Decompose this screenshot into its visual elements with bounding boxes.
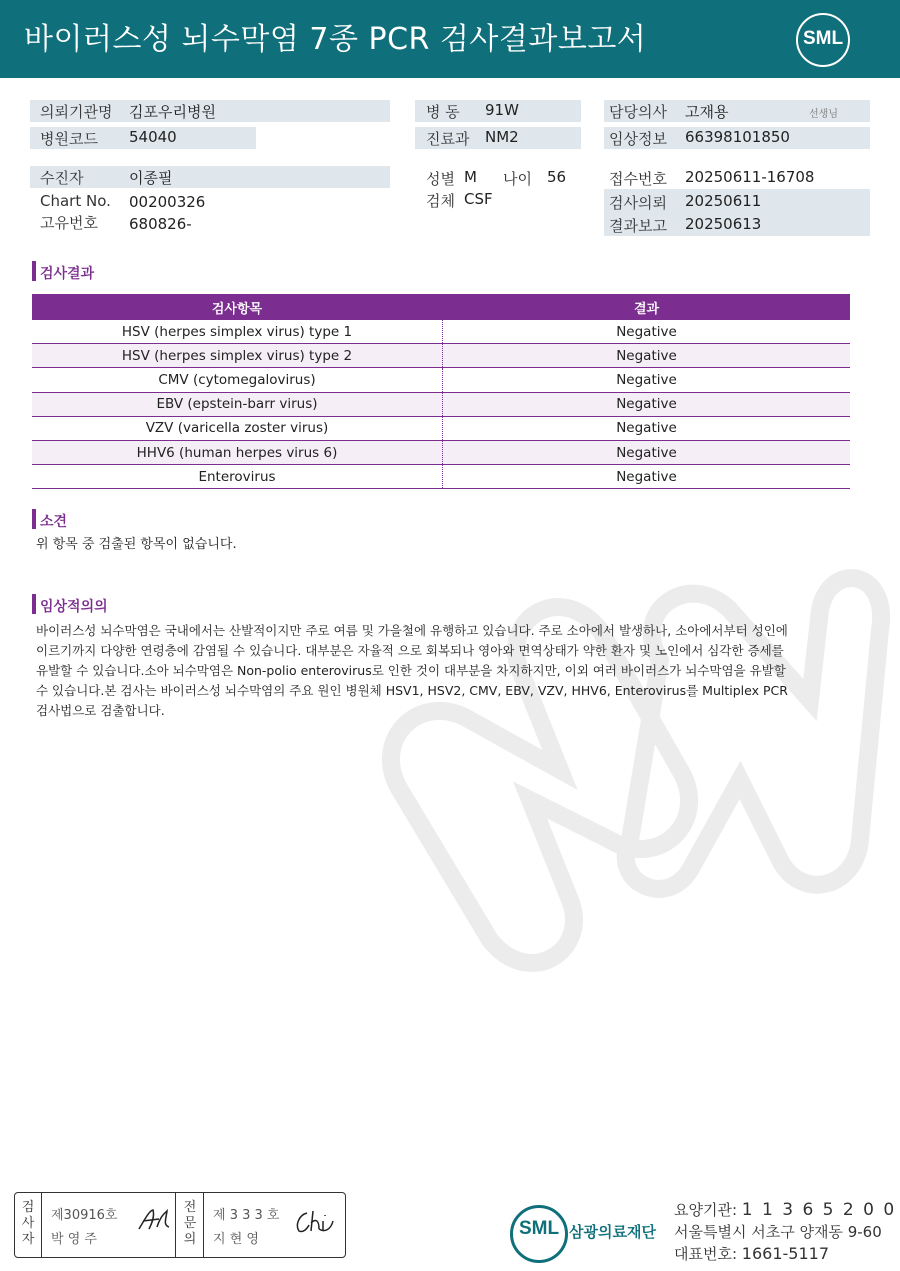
specimen-label: 검체 — [426, 192, 455, 210]
test-result: Negative — [443, 368, 851, 392]
footer-code-value: 1 1 3 6 5 2 0 0 — [741, 1200, 897, 1220]
divider — [175, 1193, 176, 1257]
test-item: VZV (varicella zoster virus) — [32, 416, 443, 440]
clinical-significance-title: 임상적의의 — [40, 599, 108, 615]
test-result: Negative — [443, 392, 851, 416]
report-label: 결과보고 — [609, 217, 667, 235]
findings-section-marker — [32, 509, 36, 529]
ward-value: 91W — [485, 101, 519, 119]
footer-logo-text: SML — [518, 1218, 560, 1239]
examiner-name: 박 영 주 — [51, 1232, 97, 1247]
signature-box — [14, 1192, 346, 1258]
results-section-marker — [32, 261, 36, 281]
age-value: 56 — [547, 168, 567, 186]
significance-line: 이르기까지 다양한 연령층에 감염될 수 있습니다. 대부분은 자율적 으로 회복되나 영아와 면역상태가 약한 환자 및 노인에서 심각한 증세를 — [36, 643, 784, 658]
clinical-info-label: 임상정보 — [609, 130, 667, 148]
institution-value: 김포우리병원 — [129, 103, 216, 121]
footer-code-label: 요양기관: — [674, 1201, 738, 1219]
watermark-icon — [360, 540, 890, 1010]
doctor-label: 담당의사 — [609, 103, 667, 121]
doctor-value: 고재용 — [685, 103, 729, 121]
results-table — [32, 294, 850, 489]
test-result: Negative — [443, 440, 851, 464]
test-item: HSV (herpes simplex virus) type 1 — [32, 320, 443, 344]
test-result: Negative — [443, 320, 851, 344]
significance-line: 바이러스성 뇌수막염은 국내에서는 산발적이지만 주로 여름 및 가을철에 유행하고 있습니다. 주로 소아에서 발생하나, 소아에서부터 성인에 — [36, 623, 788, 638]
findings-text: 위 항목 중 검출된 항목이 없습니다. — [36, 537, 237, 552]
header-logo-text: SML — [802, 28, 844, 49]
receipt-value: 20250611-16708 — [685, 168, 815, 186]
table-row — [32, 368, 850, 392]
report-header — [0, 0, 900, 78]
doctor-suffix: 선생님 — [809, 109, 838, 120]
test-item: EBV (epstein-barr virus) — [32, 392, 443, 416]
examiner-number: 제30916호 — [51, 1208, 118, 1223]
ward-label: 병 동 — [426, 103, 460, 121]
clinical-significance-marker — [32, 594, 36, 614]
footer-code-line — [674, 1199, 896, 1220]
sex-label: 성별 — [426, 170, 455, 188]
footer-phone-line — [674, 1243, 829, 1264]
test-item: Enterovirus — [32, 465, 443, 489]
column-header-result: 결과 — [443, 294, 851, 320]
test-item: CMV (cytomegalovirus) — [32, 368, 443, 392]
test-item: HSV (herpes simplex virus) type 2 — [32, 344, 443, 368]
institution-label: 의뢰기관명 — [40, 103, 113, 121]
hospital-code-label: 병원코드 — [40, 130, 98, 148]
specimen-value: CSF — [464, 190, 493, 208]
divider — [41, 1193, 42, 1257]
table-row — [32, 392, 850, 416]
test-result: Negative — [443, 416, 851, 440]
divider — [203, 1193, 204, 1257]
id-value: 680826- — [129, 215, 192, 233]
table-row — [32, 344, 850, 368]
significance-line: 수 있습니다.본 검사는 바이러스성 뇌수막염의 주요 원인 병원체 HSV1, HSV2, CMV, EBV, VZV, HHV6, Enterovirus를 Multiplex PCR — [36, 683, 788, 698]
age-label: 나이 — [503, 170, 532, 188]
column-header-item: 검사항목 — [32, 294, 443, 320]
receipt-label: 접수번호 — [609, 170, 667, 188]
test-item: HHV6 (human herpes virus 6) — [32, 440, 443, 464]
chart-value: 00200326 — [129, 193, 206, 211]
request-label: 검사의뢰 — [609, 194, 667, 212]
report-title: 바이러스성 뇌수막염 7종 PCR 검사결과보고서 — [24, 22, 647, 57]
examiner-label: 검 사 자 — [21, 1200, 35, 1247]
examiner-signature — [137, 1207, 171, 1238]
significance-line: 유발할 수 있습니다.소아 뇌수막염은 Non-polio enterovirus로 인한 것이 대부분을 차지하지만, 이외 여러 바이러스가 뇌수막염을 유발할 — [36, 663, 786, 678]
findings-section-title: 소견 — [40, 514, 68, 530]
significance-line: 검사법으로 검출합니다. — [36, 703, 165, 718]
patient-label: 수진자 — [40, 169, 84, 187]
table-row — [32, 440, 850, 464]
test-result: Negative — [443, 465, 851, 489]
footer-organization: 삼광의료재단 — [569, 1223, 656, 1241]
specialist-signature — [293, 1209, 335, 1240]
table-row — [32, 465, 850, 489]
patient-value: 이종필 — [129, 169, 173, 187]
sex-value: M — [464, 168, 477, 186]
footer-phone-value: 1661-5117 — [741, 1244, 830, 1263]
clinical-info-value: 66398101850 — [685, 128, 790, 146]
test-result: Negative — [443, 344, 851, 368]
specialist-name: 지 현 영 — [213, 1232, 259, 1247]
specialist-label: 전 문 의 — [183, 1200, 197, 1247]
chart-label: Chart No. — [40, 192, 111, 210]
table-row — [32, 416, 850, 440]
footer-phone-label: 대표번호: — [674, 1245, 738, 1263]
id-label: 고유번호 — [40, 214, 98, 232]
report-value: 20250613 — [685, 215, 762, 233]
results-section-title: 검사결과 — [40, 266, 95, 282]
patient-box — [30, 166, 390, 188]
results-header-row — [32, 294, 850, 320]
specialist-number: 제 3 3 3 호 — [213, 1208, 280, 1223]
dept-value: NM2 — [485, 128, 519, 146]
request-value: 20250611 — [685, 192, 762, 210]
clinical-significance-text — [36, 621, 846, 721]
table-row — [32, 320, 850, 344]
hospital-code-value: 54040 — [129, 128, 177, 146]
footer-address: 서울특별시 서초구 양재동 9-60 — [674, 1223, 882, 1241]
dept-label: 진료과 — [426, 130, 470, 148]
